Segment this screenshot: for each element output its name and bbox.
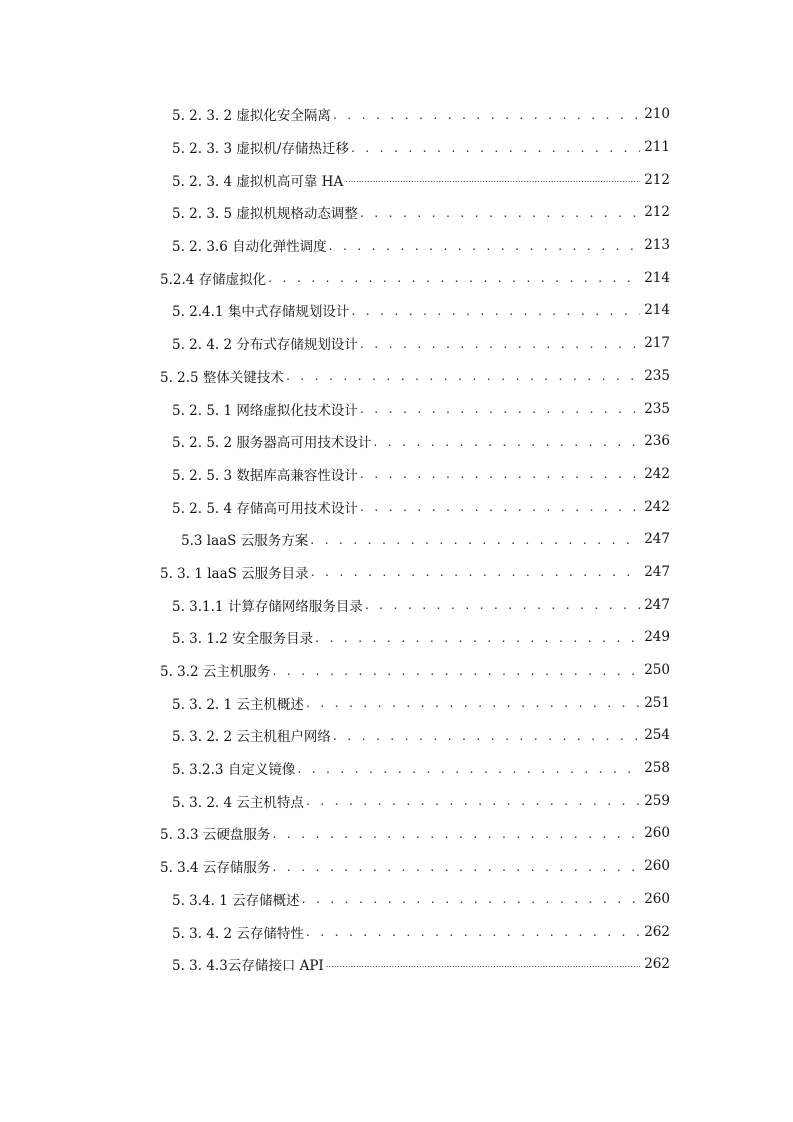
toc-entry-page-number: 247: [644, 596, 670, 613]
toc-entry-title: 5. 2. 4. 2 分布式存储规划设计: [172, 337, 358, 354]
toc-dot-leader: [272, 859, 640, 874]
toc-entry[interactable]: [0, 131, 670, 164]
toc-entry[interactable]: [0, 490, 670, 523]
toc-entry[interactable]: [0, 654, 670, 687]
toc-dot-leader: [360, 205, 640, 220]
toc-entry-title: 5. 3. 4. 2 云存储特性: [172, 925, 304, 942]
toc-entry-page-number: 236: [644, 433, 670, 450]
toc-entry[interactable]: [0, 163, 670, 196]
table-of-contents: [0, 98, 793, 981]
toc-dot-leader: [310, 532, 640, 547]
toc-entry-title: 5. 2. 3. 2 虚拟化安全隔离: [172, 108, 331, 125]
toc-entry[interactable]: [0, 425, 670, 458]
toc-entry-title: 5. 3.4 云存储服务: [160, 860, 271, 877]
toc-entry[interactable]: [0, 588, 670, 621]
toc-entry[interactable]: [0, 196, 670, 229]
toc-entry-page-number: 217: [644, 335, 670, 352]
toc-entry-title: 5. 3. 2. 2 云主机租户网络: [172, 729, 331, 746]
toc-dot-leader: [360, 499, 640, 514]
toc-dot-leader: [360, 401, 640, 416]
toc-entry[interactable]: [0, 229, 670, 262]
toc-entry-title: 5. 3. 4.3云存储接口 API: [172, 958, 324, 975]
toc-dot-leader: [315, 630, 640, 645]
toc-entry-page-number: 259: [644, 792, 670, 809]
toc-entry-page-number: 258: [644, 760, 670, 777]
toc-dot-leader: [268, 270, 640, 285]
toc-entry-page-number: 235: [644, 367, 670, 384]
toc-dot-leader: [297, 761, 640, 776]
toc-dot-leader: [286, 368, 640, 383]
toc-entry-title: 5. 3.2.3 自定义镜像: [172, 762, 296, 779]
toc-entry[interactable]: [0, 686, 670, 719]
toc-dot-leader: [351, 140, 640, 155]
toc-entry[interactable]: [0, 621, 670, 654]
toc-entry[interactable]: [0, 719, 670, 752]
toc-entry-title: 5. 2. 3. 5 虚拟机规格动态调整: [172, 206, 358, 223]
toc-entry-page-number: 262: [644, 923, 670, 940]
toc-dot-leader: [302, 891, 641, 906]
toc-entry-title: 5. 2. 5. 1 网络虚拟化技术设计: [172, 402, 358, 419]
toc-entry-title: 5. 2. 3.6 自动化弹性调度: [172, 239, 327, 256]
toc-dot-leader: [373, 434, 640, 449]
toc-entry-title: 5.3 laaS 云服务方案: [181, 533, 309, 550]
toc-entry-title: 5. 2. 5. 4 存储高可用技术设计: [172, 500, 358, 517]
toc-entry[interactable]: [0, 360, 670, 393]
toc-entry[interactable]: [0, 948, 670, 981]
toc-entry-page-number: 250: [644, 662, 670, 679]
toc-dot-leader: [326, 960, 640, 969]
toc-dot-leader: [311, 564, 641, 579]
toc-dot-leader: [306, 695, 640, 710]
toc-entry-page-number: 212: [644, 204, 670, 221]
toc-entry-title: 5. 2.5 整体关键技术: [160, 369, 284, 386]
toc-entry[interactable]: [0, 915, 670, 948]
toc-entry-page-number: 249: [644, 629, 670, 646]
toc-entry-page-number: 260: [644, 890, 670, 907]
toc-dot-leader: [329, 238, 641, 253]
toc-dot-leader: [272, 826, 640, 841]
toc-entry-page-number: 213: [644, 237, 670, 254]
toc-entry[interactable]: [0, 883, 670, 916]
toc-entry-page-number: 242: [644, 498, 670, 515]
toc-dot-leader: [365, 597, 640, 612]
toc-entry[interactable]: [0, 850, 670, 883]
toc-entry-page-number: 247: [644, 563, 670, 580]
toc-entry-title: 5. 3.2 云主机服务: [160, 664, 271, 681]
toc-entry[interactable]: [0, 327, 670, 360]
toc-entry-title: 5. 3.3 云硬盘服务: [160, 827, 271, 844]
toc-entry-page-number: 235: [644, 400, 670, 417]
toc-dot-leader: [333, 107, 640, 122]
toc-entry[interactable]: [0, 98, 670, 131]
toc-entry[interactable]: [0, 784, 670, 817]
toc-entry-page-number: 260: [644, 825, 670, 842]
toc-entry-page-number: 214: [644, 269, 670, 286]
toc-entry-page-number: 262: [644, 956, 670, 973]
toc-entry[interactable]: [0, 392, 670, 425]
toc-entry-title: 5. 2. 5. 2 服务器高可用技术设计: [172, 435, 372, 452]
toc-entry-page-number: 247: [644, 531, 670, 548]
toc-entry-title: 5. 2. 3. 3 虚拟机/存储热迁移: [172, 141, 349, 158]
toc-entry[interactable]: [0, 523, 670, 556]
toc-dot-leader: [360, 336, 640, 351]
toc-entry-title: 5.2.4 存储虚拟化: [160, 271, 267, 288]
toc-dot-leader: [306, 793, 640, 808]
toc-entry-title: 5. 3. 1.2 安全服务目录: [172, 631, 314, 648]
toc-entry-page-number: 254: [644, 727, 670, 744]
toc-entry-page-number: 260: [644, 858, 670, 875]
toc-dot-leader: [272, 663, 640, 678]
toc-dot-leader: [360, 466, 640, 481]
toc-entry-page-number: 210: [644, 106, 670, 123]
toc-entry-page-number: 214: [644, 302, 670, 319]
toc-dot-leader: [345, 175, 640, 184]
toc-entry-title: 5. 2. 3. 4 虚拟机高可靠 HA: [172, 173, 344, 190]
toc-entry-title: 5. 3. 2. 4 云主机特点: [172, 794, 304, 811]
toc-entry-page-number: 242: [644, 465, 670, 482]
toc-entry-title: 5. 3.4. 1 云存储概述: [172, 892, 300, 909]
toc-entry[interactable]: [0, 556, 670, 589]
toc-entry[interactable]: [0, 294, 670, 327]
toc-entry-title: 5. 3.1.1 计算存储网络服务目录: [172, 598, 363, 615]
toc-entry-title: 5. 3. 2. 1 云主机概述: [172, 696, 304, 713]
toc-dot-leader: [306, 924, 640, 939]
toc-entry[interactable]: [0, 817, 670, 850]
toc-entry-page-number: 212: [644, 171, 670, 188]
toc-entry-page-number: 211: [644, 139, 670, 156]
toc-entry-title: 5. 2. 5. 3 数据库高兼容性设计: [172, 467, 358, 484]
toc-entry-title: 5. 2.4.1 集中式存储规划设计: [172, 304, 350, 321]
toc-entry[interactable]: [0, 458, 670, 491]
toc-dot-leader: [351, 303, 640, 318]
toc-entry[interactable]: [0, 261, 670, 294]
toc-entry-title: 5. 3. 1 laaS 云服务目录: [160, 565, 309, 582]
toc-entry[interactable]: [0, 752, 670, 785]
toc-entry-page-number: 251: [644, 694, 670, 711]
toc-dot-leader: [333, 728, 640, 743]
